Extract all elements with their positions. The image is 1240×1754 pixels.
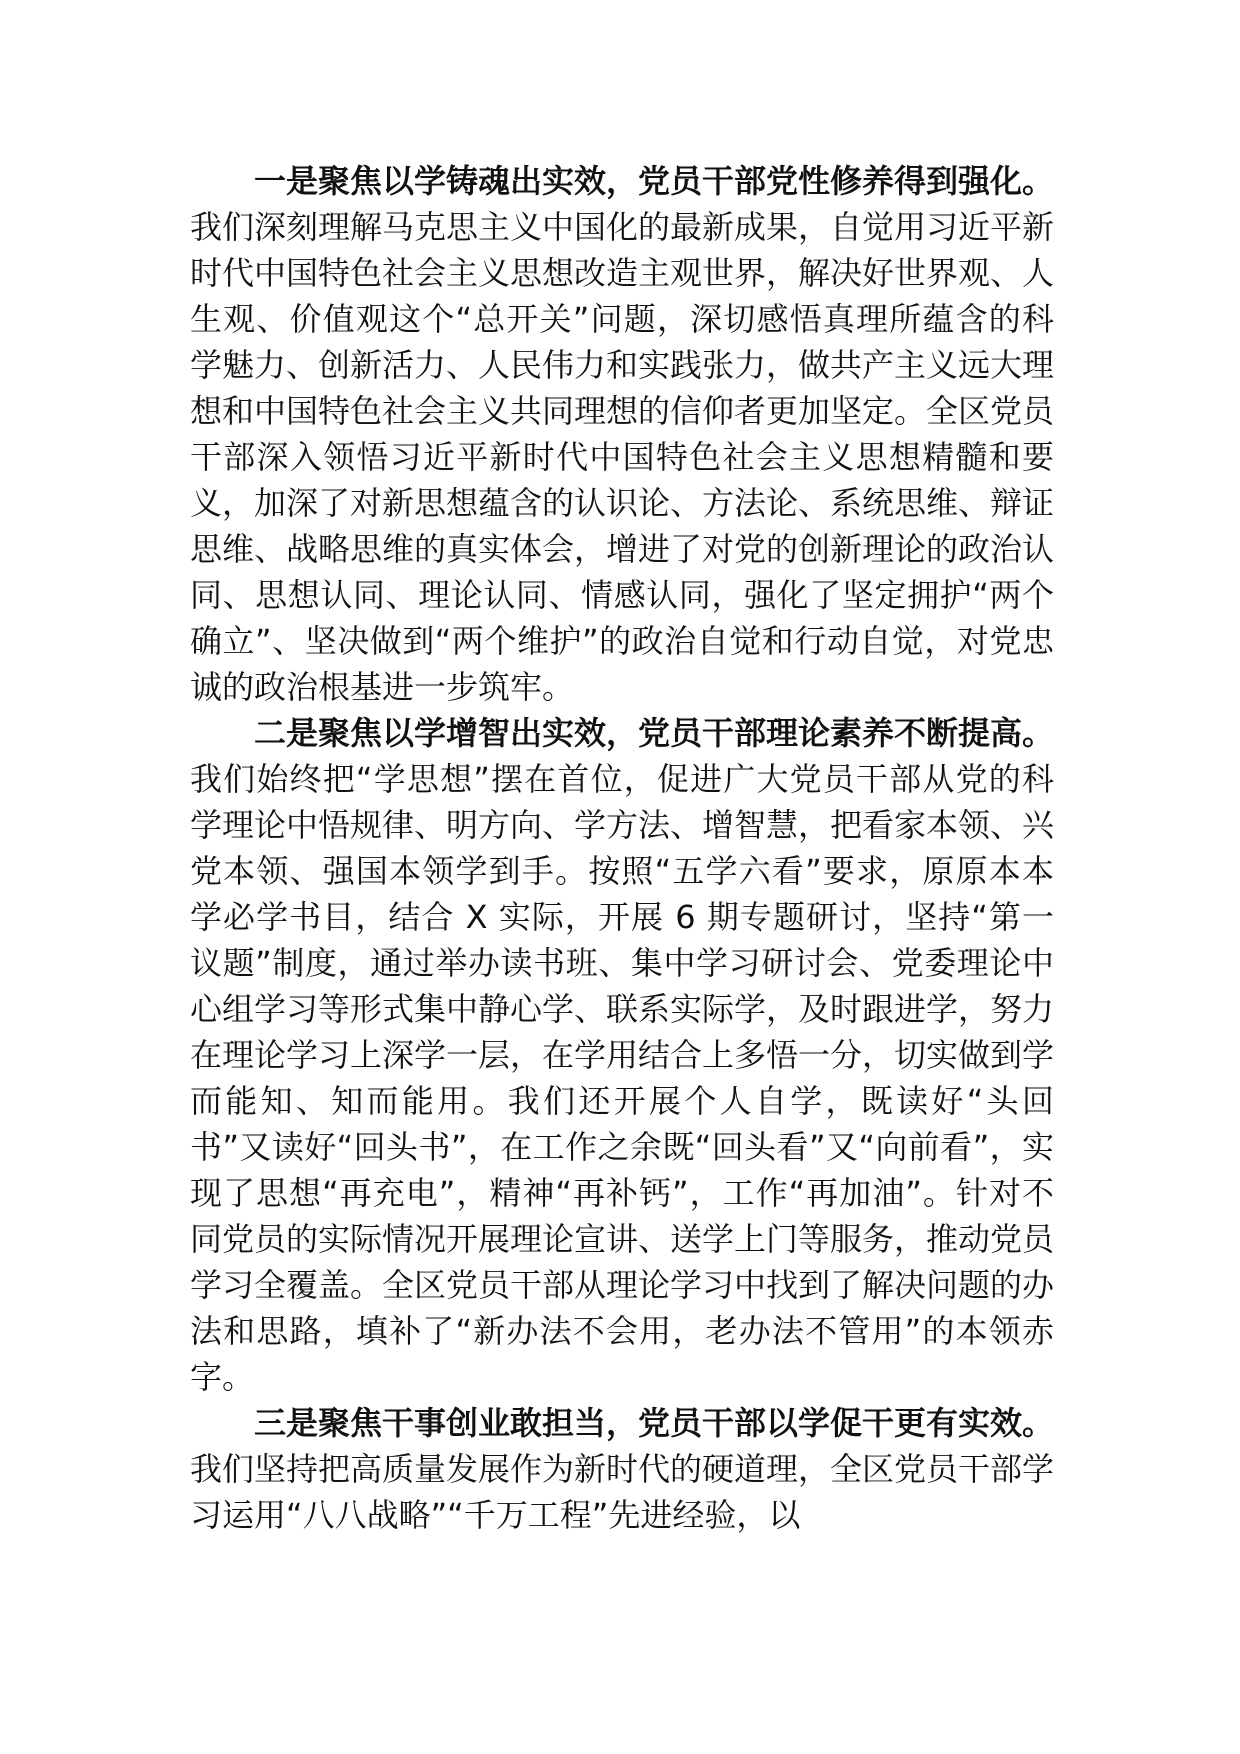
paragraph-3-body: 我们坚持把高质量发展作为新时代的硬道理，全区党员干部学习运用“八八战略”“千万工程”先进经验，以	[190, 1450, 1055, 1534]
paragraph-2	[190, 710, 1054, 1400]
paragraph-3-heading: 三是聚焦干事创业敢担当，党员干部以学促干更有实效。	[254, 1404, 1055, 1442]
paragraph-2-body: 我们始终把“学思想”摆在首位，促进广大党员干部从党的科学理论中悟规律、明方向、学方法、增智慧，把看家本领、兴党本领、强国本领学到手。按照“五学六看”要求，原原本本学必学书目，结合 X 实际，开展 6 期专题研讨，坚持“第一议题”制度，通过举办读书班、集中学习研讨会、党委理论中心组学习等形式集中静心学、联系实际学，及时跟进学，努力在理论学习上深学一层，在学用结合上多悟一分，切实做到学而能知、知而能用。我们还开展个人自学，既读好“头回书”又读好“回头书”，在工作之余既“回头看”又“向前看”，实现了思想“再充电”，精神“再补钙”，工作“再加油”。针对不同党员的实际情况开展理论宣讲、送学上门等服务，推动党员学习全覆盖。全区党员干部从理论学习中找到了解决问题的办法和思路，填补了“新办法不会用，老办法不管用”的本领赤字。	[190, 760, 1055, 1396]
paragraph-1-heading: 一是聚焦以学铸魂出实效，党员干部党性修养得到强化。	[254, 162, 1055, 200]
paragraph-1-body: 我们深刻理解马克思主义中国化的最新成果，自觉用习近平新时代中国特色社会主义思想改造主观世界，解决好世界观、人生观、价值观这个“总开关”问题，深切感悟真理所蕴含的科学魅力、创新活力、人民伟力和实践张力，做共产主义远大理想和中国特色社会主义共同理想的信仰者更加坚定。全区党员干部深入领悟习近平新时代中国特色社会主义思想精髓和要义，加深了对新思想蕴含的认识论、方法论、系统思维、辩证思维、战略思维的真实体会，增进了对党的创新理论的政治认同、思想认同、理论认同、情感认同，强化了坚定拥护“两个确立”、坚决做到“两个维护”的政治自觉和行动自觉，对党忠诚的政治根基进一步筑牢。	[190, 208, 1055, 706]
paragraph-3	[190, 1400, 1054, 1538]
document-page	[190, 158, 1054, 1538]
paragraph-1	[190, 158, 1054, 710]
paragraph-2-heading: 二是聚焦以学增智出实效，党员干部理论素养不断提高。	[254, 714, 1055, 752]
